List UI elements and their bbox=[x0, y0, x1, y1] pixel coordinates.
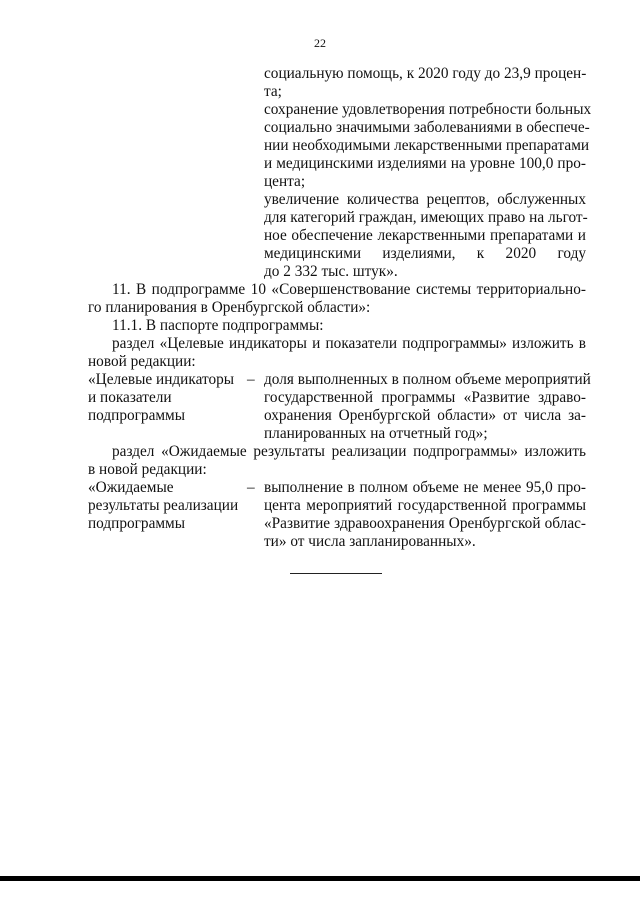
results-value: ти» от числа запланированных». bbox=[264, 533, 476, 550]
targets-label: «Целевые индикаторы bbox=[88, 371, 235, 388]
section-11-line: го планирования в Оренбургской области»: bbox=[88, 299, 371, 316]
section-11-line: новой редакции: bbox=[88, 353, 196, 370]
targets-value: планированных на отчетный год»; bbox=[264, 425, 488, 442]
targets-value: охранения Оренбургской области» от числа за- bbox=[264, 407, 586, 424]
page-number: 22 bbox=[314, 36, 326, 50]
continuation-line: социально значимыми заболеваниями в обеспече- bbox=[264, 119, 590, 136]
targets-dash: – bbox=[247, 371, 255, 388]
continuation-line: та; bbox=[264, 83, 282, 100]
continuation-line: сохранение удовлетворения потребности больных bbox=[264, 101, 592, 118]
continuation-line: и медицинскими изделиями на уровне 100,0 про- bbox=[264, 155, 586, 172]
results-value: цента мероприятий государственной программы bbox=[264, 497, 586, 514]
results-label: результаты реализации bbox=[88, 497, 239, 514]
section-11-1-line: 11.1. В паспорте подпрограммы: bbox=[112, 317, 324, 334]
continuation-line: ное обеспечение лекарственными препаратами и bbox=[264, 227, 586, 244]
continuation-line: до 2 332 тыс. штук». bbox=[264, 263, 398, 280]
continuation-line: цента; bbox=[264, 173, 306, 190]
results-dash: – bbox=[247, 479, 255, 496]
targets-label: подпрограммы bbox=[88, 407, 186, 424]
targets-label: и показатели bbox=[88, 389, 172, 406]
targets-value: государственной программы «Развитие здраво- bbox=[264, 389, 586, 406]
targets-value: доля выполненных в полном объеме мероприятий bbox=[264, 371, 591, 388]
continuation-line: увеличение количества рецептов, обслуженных bbox=[264, 191, 586, 208]
continuation-line: нии необходимыми лекарственными препаратами bbox=[264, 137, 590, 154]
section-11-line: раздел «Целевые индикаторы и показатели подпрограммы» изложить в bbox=[112, 335, 586, 352]
continuation-line: медицинскими изделиями, к 2020 году bbox=[264, 245, 586, 262]
page-bottom-border bbox=[0, 876, 640, 881]
results-label: «Ожидаемые bbox=[88, 479, 174, 496]
results-value: выполнение в полном объеме не менее 95,0 про- bbox=[264, 479, 586, 496]
continuation-line: для категорий граждан, имеющих право на льгот- bbox=[264, 209, 588, 226]
results-line: в новой редакции: bbox=[88, 461, 207, 478]
continuation-line: социальную помощь, к 2020 году до 23,9 процен- bbox=[264, 65, 587, 82]
results-value: «Развитие здравоохранения Оренбургской облас- bbox=[264, 515, 586, 532]
results-line: раздел «Ожидаемые результаты реализации подпрограммы» изложить bbox=[112, 443, 586, 460]
section-11-line: 11. В подпрограмме 10 «Совершенствование системы территориально- bbox=[112, 281, 586, 298]
results-label: подпрограммы bbox=[88, 515, 186, 532]
end-divider bbox=[290, 573, 382, 574]
